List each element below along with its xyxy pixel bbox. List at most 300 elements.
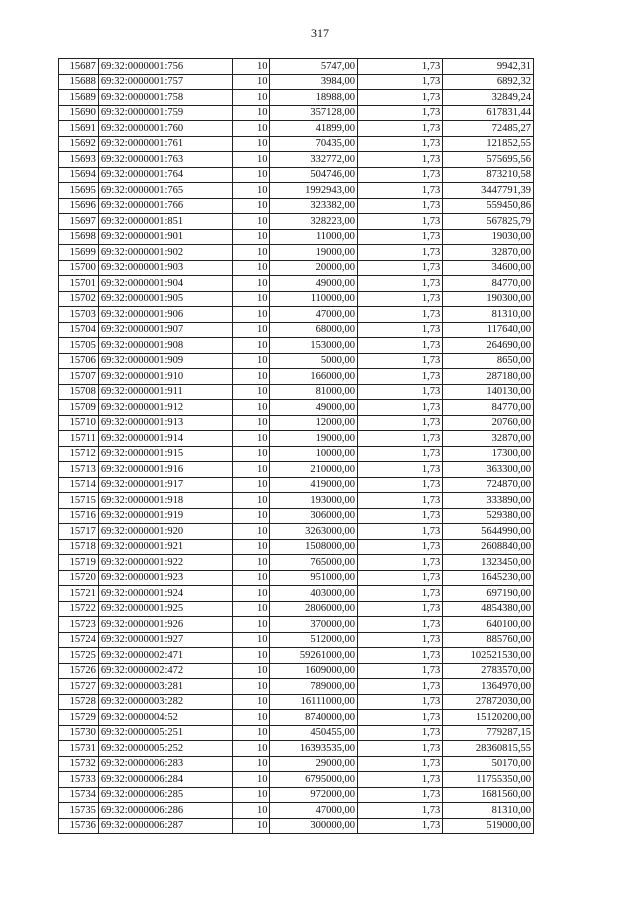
row-number-cell: 15694 <box>59 167 99 183</box>
cadastral-number-cell: 69:32:0000001:901 <box>98 229 232 245</box>
table-row <box>59 229 534 245</box>
row-number-cell: 15731 <box>59 741 99 757</box>
table-row <box>59 322 534 338</box>
table-row <box>59 214 534 230</box>
table-row <box>59 59 534 75</box>
total-cell: 32870,00 <box>443 431 534 447</box>
table-row <box>59 493 534 509</box>
table-row <box>59 415 534 431</box>
value-cell: 306000,00 <box>270 508 357 524</box>
value-cell: 357128,00 <box>270 105 357 121</box>
rate-cell: 10 <box>232 477 270 493</box>
cadastral-number-cell: 69:32:0000001:905 <box>98 291 232 307</box>
rate-cell: 10 <box>232 105 270 121</box>
value-cell: 68000,00 <box>270 322 357 338</box>
table-row <box>59 648 534 664</box>
total-cell: 640100,00 <box>443 617 534 633</box>
coefficient-cell: 1,73 <box>357 400 442 416</box>
value-cell: 18988,00 <box>270 90 357 106</box>
rate-cell: 10 <box>232 570 270 586</box>
rate-cell: 10 <box>232 617 270 633</box>
total-cell: 264690,00 <box>443 338 534 354</box>
rate-cell: 10 <box>232 136 270 152</box>
table-row <box>59 555 534 571</box>
total-cell: 32870,00 <box>443 245 534 261</box>
coefficient-cell: 1,73 <box>357 369 442 385</box>
rate-cell: 10 <box>232 539 270 555</box>
coefficient-cell: 1,73 <box>357 508 442 524</box>
value-cell: 20000,00 <box>270 260 357 276</box>
rate-cell: 10 <box>232 152 270 168</box>
total-cell: 117640,00 <box>443 322 534 338</box>
row-number-cell: 15687 <box>59 59 99 75</box>
total-cell: 3447791,39 <box>443 183 534 199</box>
table-row <box>59 183 534 199</box>
value-cell: 12000,00 <box>270 415 357 431</box>
table-row <box>59 508 534 524</box>
value-cell: 2806000,00 <box>270 601 357 617</box>
value-cell: 450455,00 <box>270 725 357 741</box>
value-cell: 47000,00 <box>270 307 357 323</box>
row-number-cell: 15707 <box>59 369 99 385</box>
value-cell: 332772,00 <box>270 152 357 168</box>
coefficient-cell: 1,73 <box>357 803 442 819</box>
total-cell: 102521530,00 <box>443 648 534 664</box>
coefficient-cell: 1,73 <box>357 183 442 199</box>
rate-cell: 10 <box>232 415 270 431</box>
cadastral-number-cell: 69:32:0000001:907 <box>98 322 232 338</box>
table-row <box>59 539 534 555</box>
rate-cell: 10 <box>232 214 270 230</box>
value-cell: 5747,00 <box>270 59 357 75</box>
value-cell: 3263000,00 <box>270 524 357 540</box>
coefficient-cell: 1,73 <box>357 570 442 586</box>
cadastral-number-cell: 69:32:0000001:764 <box>98 167 232 183</box>
rate-cell: 10 <box>232 679 270 695</box>
row-number-cell: 15724 <box>59 632 99 648</box>
cadastral-number-cell: 69:32:0000001:906 <box>98 307 232 323</box>
value-cell: 370000,00 <box>270 617 357 633</box>
row-number-cell: 15711 <box>59 431 99 447</box>
rate-cell: 10 <box>232 121 270 137</box>
value-cell: 16393535,00 <box>270 741 357 757</box>
rate-cell: 10 <box>232 772 270 788</box>
rate-cell: 10 <box>232 508 270 524</box>
value-cell: 16111000,00 <box>270 694 357 710</box>
table-row <box>59 291 534 307</box>
cadastral-number-cell: 69:32:0000005:252 <box>98 741 232 757</box>
cadastral-number-cell: 69:32:0000001:761 <box>98 136 232 152</box>
total-cell: 15120200,00 <box>443 710 534 726</box>
row-number-cell: 15720 <box>59 570 99 586</box>
table-row <box>59 384 534 400</box>
cadastral-number-cell: 69:32:0000006:287 <box>98 818 232 834</box>
cadastral-number-cell: 69:32:0000001:765 <box>98 183 232 199</box>
table-row <box>59 756 534 772</box>
cadastral-number-cell: 69:32:0000001:923 <box>98 570 232 586</box>
rate-cell: 10 <box>232 59 270 75</box>
rate-cell: 10 <box>232 229 270 245</box>
row-number-cell: 15714 <box>59 477 99 493</box>
total-cell: 697190,00 <box>443 586 534 602</box>
rate-cell: 10 <box>232 338 270 354</box>
coefficient-cell: 1,73 <box>357 679 442 695</box>
table-row <box>59 105 534 121</box>
coefficient-cell: 1,73 <box>357 167 442 183</box>
table-row <box>59 260 534 276</box>
total-cell: 567825,79 <box>443 214 534 230</box>
total-cell: 5644990,00 <box>443 524 534 540</box>
total-cell: 28360815,55 <box>443 741 534 757</box>
row-number-cell: 15702 <box>59 291 99 307</box>
coefficient-cell: 1,73 <box>357 617 442 633</box>
rate-cell: 10 <box>232 586 270 602</box>
cadastral-number-cell: 69:32:0000002:472 <box>98 663 232 679</box>
table-row <box>59 136 534 152</box>
coefficient-cell: 1,73 <box>357 663 442 679</box>
row-number-cell: 15708 <box>59 384 99 400</box>
coefficient-cell: 1,73 <box>357 493 442 509</box>
rate-cell: 10 <box>232 803 270 819</box>
coefficient-cell: 1,73 <box>357 384 442 400</box>
cadastral-number-cell: 69:32:0000001:917 <box>98 477 232 493</box>
row-number-cell: 15732 <box>59 756 99 772</box>
value-cell: 70435,00 <box>270 136 357 152</box>
coefficient-cell: 1,73 <box>357 477 442 493</box>
total-cell: 81310,00 <box>443 307 534 323</box>
table-row <box>59 353 534 369</box>
total-cell: 11755350,00 <box>443 772 534 788</box>
row-number-cell: 15704 <box>59 322 99 338</box>
cadastral-number-cell: 69:32:0000001:921 <box>98 539 232 555</box>
row-number-cell: 15712 <box>59 446 99 462</box>
total-cell: 121852,55 <box>443 136 534 152</box>
table-row <box>59 338 534 354</box>
table-row <box>59 74 534 90</box>
row-number-cell: 15706 <box>59 353 99 369</box>
value-cell: 110000,00 <box>270 291 357 307</box>
total-cell: 20760,00 <box>443 415 534 431</box>
value-cell: 403000,00 <box>270 586 357 602</box>
coefficient-cell: 1,73 <box>357 524 442 540</box>
total-cell: 34600,00 <box>443 260 534 276</box>
total-cell: 81310,00 <box>443 803 534 819</box>
row-number-cell: 15690 <box>59 105 99 121</box>
table-row <box>59 446 534 462</box>
total-cell: 1645230,00 <box>443 570 534 586</box>
cadastral-number-cell: 69:32:0000001:920 <box>98 524 232 540</box>
rate-cell: 10 <box>232 524 270 540</box>
value-cell: 166000,00 <box>270 369 357 385</box>
row-number-cell: 15734 <box>59 787 99 803</box>
coefficient-cell: 1,73 <box>357 539 442 555</box>
cadastral-number-cell: 69:32:0000001:758 <box>98 90 232 106</box>
total-cell: 84770,00 <box>443 276 534 292</box>
table-row <box>59 524 534 540</box>
value-cell: 951000,00 <box>270 570 357 586</box>
coefficient-cell: 1,73 <box>357 710 442 726</box>
row-number-cell: 15727 <box>59 679 99 695</box>
total-cell: 873210,58 <box>443 167 534 183</box>
total-cell: 333890,00 <box>443 493 534 509</box>
coefficient-cell: 1,73 <box>357 632 442 648</box>
value-cell: 11000,00 <box>270 229 357 245</box>
cadastral-number-cell: 69:32:0000001:918 <box>98 493 232 509</box>
value-cell: 29000,00 <box>270 756 357 772</box>
total-cell: 8650,00 <box>443 353 534 369</box>
cadastral-number-cell: 69:32:0000001:925 <box>98 601 232 617</box>
table-row <box>59 710 534 726</box>
cadastral-number-cell: 69:32:0000006:285 <box>98 787 232 803</box>
row-number-cell: 15729 <box>59 710 99 726</box>
coefficient-cell: 1,73 <box>357 446 442 462</box>
value-cell: 81000,00 <box>270 384 357 400</box>
total-cell: 190300,00 <box>443 291 534 307</box>
cadastral-number-cell: 69:32:0000006:286 <box>98 803 232 819</box>
table-row <box>59 400 534 416</box>
value-cell: 210000,00 <box>270 462 357 478</box>
rate-cell: 10 <box>232 384 270 400</box>
value-cell: 10000,00 <box>270 446 357 462</box>
coefficient-cell: 1,73 <box>357 353 442 369</box>
coefficient-cell: 1,73 <box>357 338 442 354</box>
row-number-cell: 15689 <box>59 90 99 106</box>
rate-cell: 10 <box>232 245 270 261</box>
rate-cell: 10 <box>232 725 270 741</box>
cadastral-number-cell: 69:32:0000001:911 <box>98 384 232 400</box>
cadastral-number-cell: 69:32:0000001:913 <box>98 415 232 431</box>
coefficient-cell: 1,73 <box>357 90 442 106</box>
cadastral-number-cell: 69:32:0000001:915 <box>98 446 232 462</box>
value-cell: 49000,00 <box>270 400 357 416</box>
total-cell: 50170,00 <box>443 756 534 772</box>
rate-cell: 10 <box>232 756 270 772</box>
rate-cell: 10 <box>232 291 270 307</box>
data-table <box>58 58 534 834</box>
value-cell: 19000,00 <box>270 245 357 261</box>
table-row <box>59 725 534 741</box>
total-cell: 1364970,00 <box>443 679 534 695</box>
coefficient-cell: 1,73 <box>357 229 442 245</box>
value-cell: 328223,00 <box>270 214 357 230</box>
table-row <box>59 431 534 447</box>
coefficient-cell: 1,73 <box>357 818 442 834</box>
row-number-cell: 15725 <box>59 648 99 664</box>
total-cell: 72485,27 <box>443 121 534 137</box>
cadastral-number-cell: 69:32:0000002:471 <box>98 648 232 664</box>
total-cell: 19030,00 <box>443 229 534 245</box>
coefficient-cell: 1,73 <box>357 307 442 323</box>
row-number-cell: 15730 <box>59 725 99 741</box>
table-row <box>59 307 534 323</box>
coefficient-cell: 1,73 <box>357 586 442 602</box>
row-number-cell: 15710 <box>59 415 99 431</box>
value-cell: 300000,00 <box>270 818 357 834</box>
cadastral-number-cell: 69:32:0000001:916 <box>98 462 232 478</box>
rate-cell: 10 <box>232 74 270 90</box>
rate-cell: 10 <box>232 183 270 199</box>
total-cell: 140130,00 <box>443 384 534 400</box>
coefficient-cell: 1,73 <box>357 787 442 803</box>
cadastral-number-cell: 69:32:0000001:909 <box>98 353 232 369</box>
rate-cell: 10 <box>232 741 270 757</box>
value-cell: 789000,00 <box>270 679 357 695</box>
row-number-cell: 15728 <box>59 694 99 710</box>
row-number-cell: 15733 <box>59 772 99 788</box>
value-cell: 419000,00 <box>270 477 357 493</box>
total-cell: 17300,00 <box>443 446 534 462</box>
coefficient-cell: 1,73 <box>357 214 442 230</box>
table-row <box>59 818 534 834</box>
total-cell: 575695,56 <box>443 152 534 168</box>
row-number-cell: 15692 <box>59 136 99 152</box>
value-cell: 323382,00 <box>270 198 357 214</box>
table-row <box>59 787 534 803</box>
value-cell: 47000,00 <box>270 803 357 819</box>
cadastral-number-cell: 69:32:0000003:282 <box>98 694 232 710</box>
coefficient-cell: 1,73 <box>357 648 442 664</box>
table-row <box>59 245 534 261</box>
value-cell: 1992943,00 <box>270 183 357 199</box>
cadastral-number-cell: 69:32:0000001:924 <box>98 586 232 602</box>
cadastral-number-cell: 69:32:0000001:912 <box>98 400 232 416</box>
value-cell: 504746,00 <box>270 167 357 183</box>
total-cell: 84770,00 <box>443 400 534 416</box>
value-cell: 512000,00 <box>270 632 357 648</box>
coefficient-cell: 1,73 <box>357 198 442 214</box>
table-row <box>59 617 534 633</box>
row-number-cell: 15735 <box>59 803 99 819</box>
rate-cell: 10 <box>232 353 270 369</box>
row-number-cell: 15701 <box>59 276 99 292</box>
rate-cell: 10 <box>232 322 270 338</box>
cadastral-number-cell: 69:32:0000003:281 <box>98 679 232 695</box>
cadastral-number-cell: 69:32:0000001:922 <box>98 555 232 571</box>
total-cell: 6892,32 <box>443 74 534 90</box>
table-row <box>59 276 534 292</box>
total-cell: 885760,00 <box>443 632 534 648</box>
total-cell: 4854380,00 <box>443 601 534 617</box>
value-cell: 8740000,00 <box>270 710 357 726</box>
table-row <box>59 772 534 788</box>
row-number-cell: 15716 <box>59 508 99 524</box>
rate-cell: 10 <box>232 307 270 323</box>
coefficient-cell: 1,73 <box>357 322 442 338</box>
coefficient-cell: 1,73 <box>357 741 442 757</box>
row-number-cell: 15693 <box>59 152 99 168</box>
row-number-cell: 15691 <box>59 121 99 137</box>
table-row <box>59 601 534 617</box>
cadastral-number-cell: 69:32:0000001:903 <box>98 260 232 276</box>
coefficient-cell: 1,73 <box>357 136 442 152</box>
total-cell: 617831,44 <box>443 105 534 121</box>
value-cell: 6795000,00 <box>270 772 357 788</box>
coefficient-cell: 1,73 <box>357 601 442 617</box>
coefficient-cell: 1,73 <box>357 121 442 137</box>
total-cell: 32849,24 <box>443 90 534 106</box>
coefficient-cell: 1,73 <box>357 431 442 447</box>
row-number-cell: 15722 <box>59 601 99 617</box>
table-row <box>59 198 534 214</box>
cadastral-number-cell: 69:32:0000001:766 <box>98 198 232 214</box>
cadastral-number-cell: 69:32:0000001:919 <box>98 508 232 524</box>
value-cell: 59261000,00 <box>270 648 357 664</box>
row-number-cell: 15721 <box>59 586 99 602</box>
coefficient-cell: 1,73 <box>357 59 442 75</box>
rate-cell: 10 <box>232 555 270 571</box>
rate-cell: 10 <box>232 400 270 416</box>
cadastral-number-cell: 69:32:0000006:284 <box>98 772 232 788</box>
coefficient-cell: 1,73 <box>357 105 442 121</box>
row-number-cell: 15699 <box>59 245 99 261</box>
coefficient-cell: 1,73 <box>357 415 442 431</box>
page-number: 317 <box>311 26 329 40</box>
row-number-cell: 15698 <box>59 229 99 245</box>
coefficient-cell: 1,73 <box>357 74 442 90</box>
cadastral-number-cell: 69:32:0000001:902 <box>98 245 232 261</box>
row-number-cell: 15695 <box>59 183 99 199</box>
cadastral-number-cell: 69:32:0000001:851 <box>98 214 232 230</box>
row-number-cell: 15726 <box>59 663 99 679</box>
total-cell: 2608840,00 <box>443 539 534 555</box>
row-number-cell: 15705 <box>59 338 99 354</box>
table-row <box>59 803 534 819</box>
cadastral-number-cell: 69:32:0000001:759 <box>98 105 232 121</box>
cadastral-number-cell: 69:32:0000001:927 <box>98 632 232 648</box>
table-row <box>59 570 534 586</box>
rate-cell: 10 <box>232 167 270 183</box>
table-row <box>59 477 534 493</box>
rate-cell: 10 <box>232 369 270 385</box>
table-row <box>59 152 534 168</box>
value-cell: 972000,00 <box>270 787 357 803</box>
table-row <box>59 586 534 602</box>
total-cell: 287180,00 <box>443 369 534 385</box>
table-row <box>59 462 534 478</box>
coefficient-cell: 1,73 <box>357 291 442 307</box>
cadastral-number-cell: 69:32:0000001:914 <box>98 431 232 447</box>
rate-cell: 10 <box>232 462 270 478</box>
table-row <box>59 369 534 385</box>
table-row <box>59 90 534 106</box>
coefficient-cell: 1,73 <box>357 245 442 261</box>
rate-cell: 10 <box>232 431 270 447</box>
row-number-cell: 15688 <box>59 74 99 90</box>
rate-cell: 10 <box>232 632 270 648</box>
row-number-cell: 15697 <box>59 214 99 230</box>
row-number-cell: 15703 <box>59 307 99 323</box>
total-cell: 1323450,00 <box>443 555 534 571</box>
total-cell: 779287,15 <box>443 725 534 741</box>
rate-cell: 10 <box>232 818 270 834</box>
value-cell: 19000,00 <box>270 431 357 447</box>
row-number-cell: 15718 <box>59 539 99 555</box>
table-row <box>59 741 534 757</box>
rate-cell: 10 <box>232 694 270 710</box>
coefficient-cell: 1,73 <box>357 260 442 276</box>
coefficient-cell: 1,73 <box>357 756 442 772</box>
row-number-cell: 15715 <box>59 493 99 509</box>
value-cell: 1508000,00 <box>270 539 357 555</box>
table-body <box>59 59 534 834</box>
cadastral-number-cell: 69:32:0000001:756 <box>98 59 232 75</box>
total-cell: 519000,00 <box>443 818 534 834</box>
rate-cell: 10 <box>232 260 270 276</box>
total-cell: 529380,00 <box>443 508 534 524</box>
rate-cell: 10 <box>232 90 270 106</box>
total-cell: 2783570,00 <box>443 663 534 679</box>
rate-cell: 10 <box>232 710 270 726</box>
